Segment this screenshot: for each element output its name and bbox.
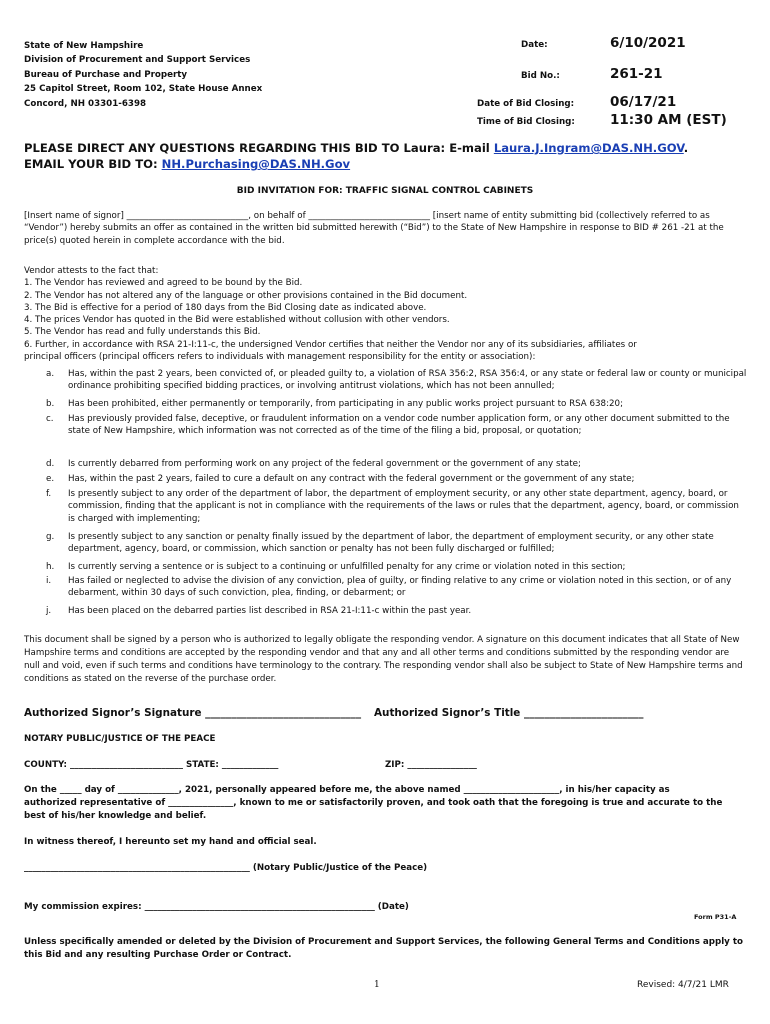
list-item: 3. The Bid is effective for a period of 180 days from the Bid Closing date as indicated above. [24,302,427,313]
list-item: 6. Further, in accordance with RSA 21-I:11-c, the undersigned Vendor certifies that neither the Vendor nor any of its subsidiaries, affiliates or [24,339,637,350]
closing-time-value: 11:30 AM (EST) [610,112,727,128]
form-id: Form P31-A [694,913,737,921]
list-item: 2. The Vendor has not altered any of the language or other provisions contained in the Bid document. [24,290,468,301]
submission-email-link[interactable]: NH.Purchasing@DAS.NH.Gov [161,157,351,171]
sub-list: a. Has, within the past 2 years, been convicted of, or pleaded guilty to, a violation of RSA 356:2, RSA 356:4, or any state or federal law or county or municipal ordinance prohibiting specified bidding practices, or involving antitrust violations, which has not been annulled; b. Has been prohibited, either permanently or temporarily, from participating in any public works project pursuant to RSA 638:20; c. Has previously provided false, deceptive, or fraudulent information on a vendor code number application form, or any other document submitted to the state of New Hampshire, which information was not corrected as of the time of the filing a bid, proposal, or quotation; d. Is currently debarred from performing work on any project of the federal government or the government of any state; e. Has, within the past 2 years, failed to cure a default on any contract with the federal government or the government of any state; f. Is presently subject to any order of the department of labor, the department of employment security, or any other state department, agency, board, or commission, finding that the applicant is not in compliance with the requirements of the laws or rules that the department, agency, board, or commission is charged with implementing; g. Is presently subject to any sanction or penalty finally issued by the department of labor, the department of employment security, or any other state department, agency, board, or commission, which sanction or penalty has not been fully discharged or fulfilled; h. Is currently serving a sentence or is subject to a continuing or unfulfilled penalty for any crime or violation noted in this section; i. Has failed or neglected to advise the division of any conviction, plea of guilty, or finding relative to any crime or violation noted in this section, or of any debarment, within 30 days of such conviction, plea, finding, or debarment; or j. Has been placed on the debarred parties list described in RSA 21-I:11-c within the past year. [46,369,747,616]
closing-time-label: Time of Bid Closing: [477,117,575,127]
date-label: Date: [521,40,548,50]
appearance-line: best of his/her knowledge and belief. [24,811,207,821]
closing-date-label: Date of Bid Closing: [477,99,575,109]
questions-line: PLEASE DIRECT ANY QUESTIONS REGARDING THIS BID TO Laura: E-mail Laura.J.Ingram@DAS.NH.GOV. [24,141,689,155]
zip-field[interactable]: ZIP: ________________ [385,760,477,770]
signor-signature-field[interactable]: Authorized Signor’s Signature ______________________________ [24,707,362,719]
bid-title: BID INVITATION FOR: TRAFFIC SIGNAL CONTROL CABINETS [236,186,534,196]
attest-list [24,265,744,363]
org-line: Bureau of Purchase and Property [24,70,188,80]
submit-line: EMAIL YOUR BID TO: NH.Purchasing@DAS.NH.Gov [24,157,351,171]
notary-signature-field[interactable]: ____________________________________________________ (Notary Public/Justice of the Peace) [24,863,428,873]
attest-heading: Vendor attests to the fact that: [24,266,159,276]
commission-expires-field[interactable]: My commission expires: _____________________________________________________ (Date) [24,902,409,912]
general-terms-line: Unless specifically amended or deleted by the Division of Procurement and Support Services, the following General Terms and Conditions apply to [24,937,743,947]
org-line: State of New Hampshire [24,41,144,51]
notary-heading: NOTARY PUBLIC/JUSTICE OF THE PEACE [24,734,216,744]
appearance-line: authorized representative of _______________, known to me or satisfactorily proven, and took oath that the foregoing is true and accurate to the [24,798,723,808]
appearance-line: On the _____ day of ______________, 2021, personally appeared before me, the above named ______________________, in his/her capacity as [24,785,670,795]
org-line: Division of Procurement and Support Services [24,55,251,65]
signing-paragraph: This document shall be signed by a person who is authorized to legally obligate the responding vendor. A signature on this document indicates that all State of New Hampshire terms and conditions are accepted by the responding vendor and that any and all other terms and conditions submitted by the responding vendor are null and void, even if such terms and conditions have terminology to the contrary. The responding vendor shall also be subject to State of New Hampshire terms and conditions as stated on the reverse of the purchase order. [24,635,743,684]
list-item: 4. The prices Vendor has quoted in the Bid were established without collusion with other vendors. [24,315,450,326]
list-item: 1. The Vendor has reviewed and agreed to be bound by the Bid. [24,278,303,289]
date-value: 6/10/2021 [610,35,686,51]
intro-paragraph: [Insert name of signor] ____________________________, on behalf of ____________________________ [insert name of entity submitting bid (collectively referred to as “Vendor”) hereby submits an offer as contained in the written bid submitted herewith (“Bid”) to the State of New Hampshire in response to BID # 261 -21 at the price(s) quoted herein in complete accordance with the bid. [24,211,724,246]
bid-no-value: 261-21 [610,66,663,82]
general-terms-line: this Bid and any resulting Purchase Order or Contract. [24,950,292,960]
page-number: 1 [374,980,380,990]
contact-email-link[interactable]: Laura.J.Ingram@DAS.NH.GOV [493,141,684,155]
org-line: 25 Capitol Street, Room 102, State House Annex [24,84,263,94]
list-item: 5. The Vendor has read and fully understands this Bid. [24,327,261,338]
witness-line: In witness thereof, I hereunto set my hand and official seal. [24,837,317,847]
bid-no-label: Bid No.: [521,71,560,81]
revision-note: Revised: 4/7/21 LMR [637,980,729,990]
signor-title-field[interactable]: Authorized Signor’s Title _______________________ [374,707,644,719]
agency-address-block [24,39,262,112]
closing-date-value: 06/17/21 [610,94,677,110]
contact-block [24,140,688,172]
org-line: Concord, NH 03301-6398 [24,99,147,109]
list-item: principal officers (principal officers refers to individuals with management responsibility for the entity or association): [24,352,536,363]
county-state-field[interactable]: COUNTY: __________________________ STATE: _____________ [24,760,279,770]
